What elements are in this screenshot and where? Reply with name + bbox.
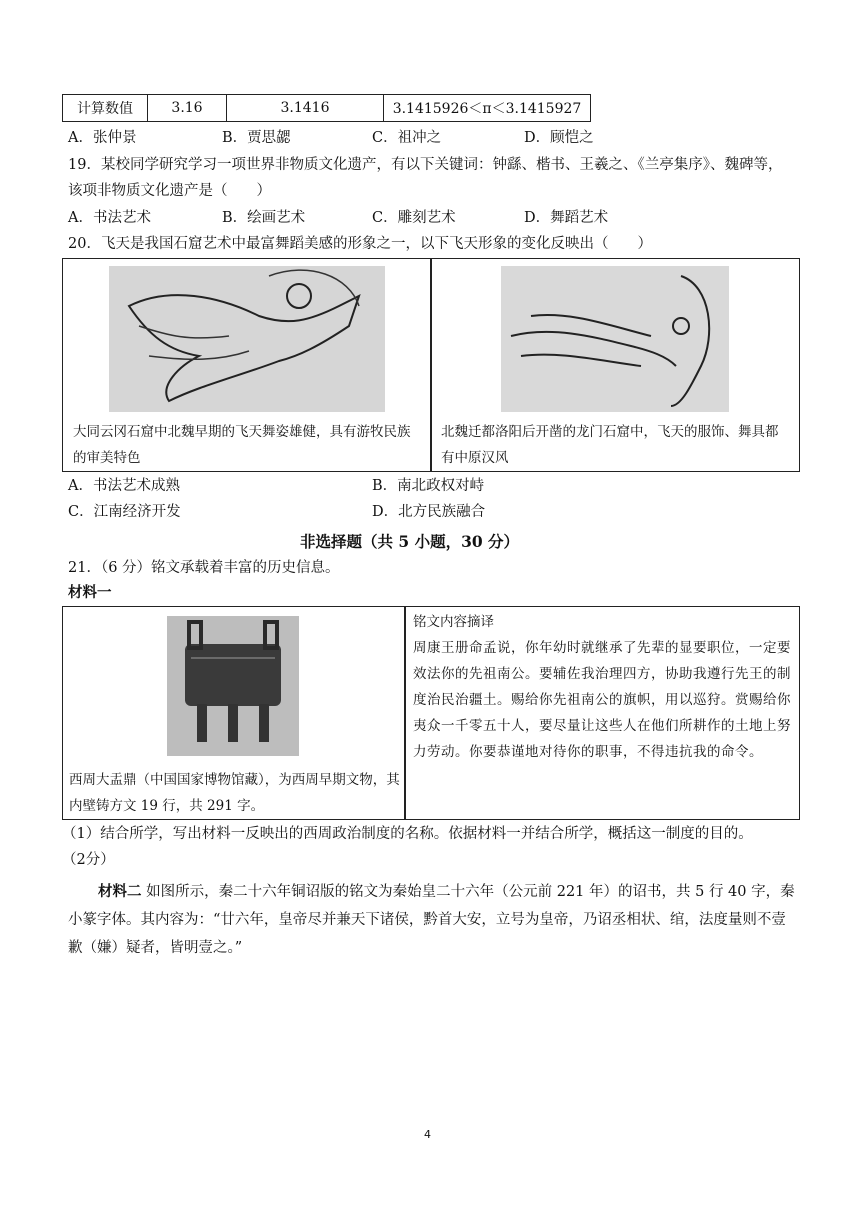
yungang-feitian-image: [109, 266, 385, 412]
q18-option-b[interactable]: B．贾思勰: [222, 130, 291, 146]
q18-option-a[interactable]: A．张仲景: [68, 130, 137, 146]
q21-sub1-line2: （2分）: [62, 852, 115, 868]
q21-stem: 21．（6 分）铭文承载着丰富的历史信息。: [68, 560, 340, 576]
inscription-text: 周康王册命孟说，你年幼时就继承了先辈的显要职位，一定要效法你的先祖南公。要辅佐我治理四方，协助我遵行先王的制度治民治疆土。赐给你先祖南公的旗帜，用以巡狩。赏赐给你夷众一千零五十人，要尽量让这些人在他们所耕作的土地上努力劳动。你要恭谨地对待你的职事，不得违抗我的命令。: [413, 640, 791, 760]
pi-value-table: [62, 94, 591, 122]
q20-right-caption: 北魏迁都洛阳后开凿的龙门石窟中，飞天的服饰、舞具都有中原汉风: [441, 424, 779, 466]
q20-option-d[interactable]: D．北方民族融合: [372, 504, 486, 520]
section-title: 非选择题（共 5 小题，30 分）: [300, 532, 520, 551]
material2-paragraph: [68, 878, 798, 962]
material2-text: 如图所示，秦二十六年铜诏版的铭文为秦始皇二十六年（公元前 221 年）的诏书，共 5 行 40 字，秦小篆字体。其内容为：“廿六年，皇帝尽并兼天下诸侯，黔首大安，立号为皇帝，乃诏丞相状、绾，法度量则不壹歉（嫌）疑者，皆明壹之。”: [68, 884, 795, 956]
q19-stem-line2: 该项非物质文化遗产是（ ）: [68, 183, 271, 199]
material1-right-panel: [404, 606, 800, 820]
q18-option-c[interactable]: C．祖冲之: [372, 130, 442, 146]
table-cell: 计算数值: [63, 95, 148, 122]
page-number: 4: [424, 1128, 431, 1141]
q19-option-c[interactable]: C．雕刻艺术: [372, 210, 456, 226]
table-cell: 3.1416: [227, 95, 384, 122]
table-cell: 3.16: [148, 95, 227, 122]
material2-label: 材料二: [98, 883, 142, 900]
q19-option-b[interactable]: B．绘画艺术: [222, 210, 306, 226]
q20-right-panel: [430, 258, 800, 472]
table-cell: 3.1415926＜π＜3.1415927: [384, 95, 591, 122]
q20-option-b[interactable]: B．南北政权对峙: [372, 478, 485, 494]
inscription-title: 铭文内容摘译: [413, 614, 494, 630]
q20-left-panel: [62, 258, 432, 472]
longmen-feitian-image: [501, 266, 729, 412]
table-row: [63, 95, 591, 122]
q20-left-caption: 大同云冈石窟中北魏早期的飞天舞姿雄健，具有游牧民族的审美特色: [73, 424, 411, 466]
q19-stem-line1: 19．某校同学研究学习一项世界非物质文化遗产，有以下关键词：钟繇、楷书、王羲之、《兰亭集序》、魏碑等，: [68, 157, 783, 173]
material1-left-panel: [62, 606, 406, 820]
material1-label: 材料一: [68, 584, 112, 601]
q19-option-d[interactable]: D．舞蹈艺术: [524, 210, 609, 226]
q20-option-a[interactable]: A．书法艺术成熟: [68, 478, 180, 494]
q20-stem: 20．飞天是我国石窟艺术中最富舞蹈美感的形象之一，以下飞天形象的变化反映出（ ）: [68, 236, 652, 252]
q21-sub1-line1: （1）结合所学，写出材料一反映出的西周政治制度的名称。依据材料一并结合所学，概括这一制度的目的。: [62, 826, 753, 842]
q19-option-a[interactable]: A．书法艺术: [68, 210, 151, 226]
ding-caption: 西周大盂鼎（中国国家博物馆藏），为西周早期文物，其内壁铸方文 19 行，共 291 字。: [69, 772, 400, 814]
q20-option-c[interactable]: C．江南经济开发: [68, 504, 181, 520]
da-yu-ding-image: [167, 616, 299, 756]
q18-option-d[interactable]: D．顾恺之: [524, 130, 594, 146]
